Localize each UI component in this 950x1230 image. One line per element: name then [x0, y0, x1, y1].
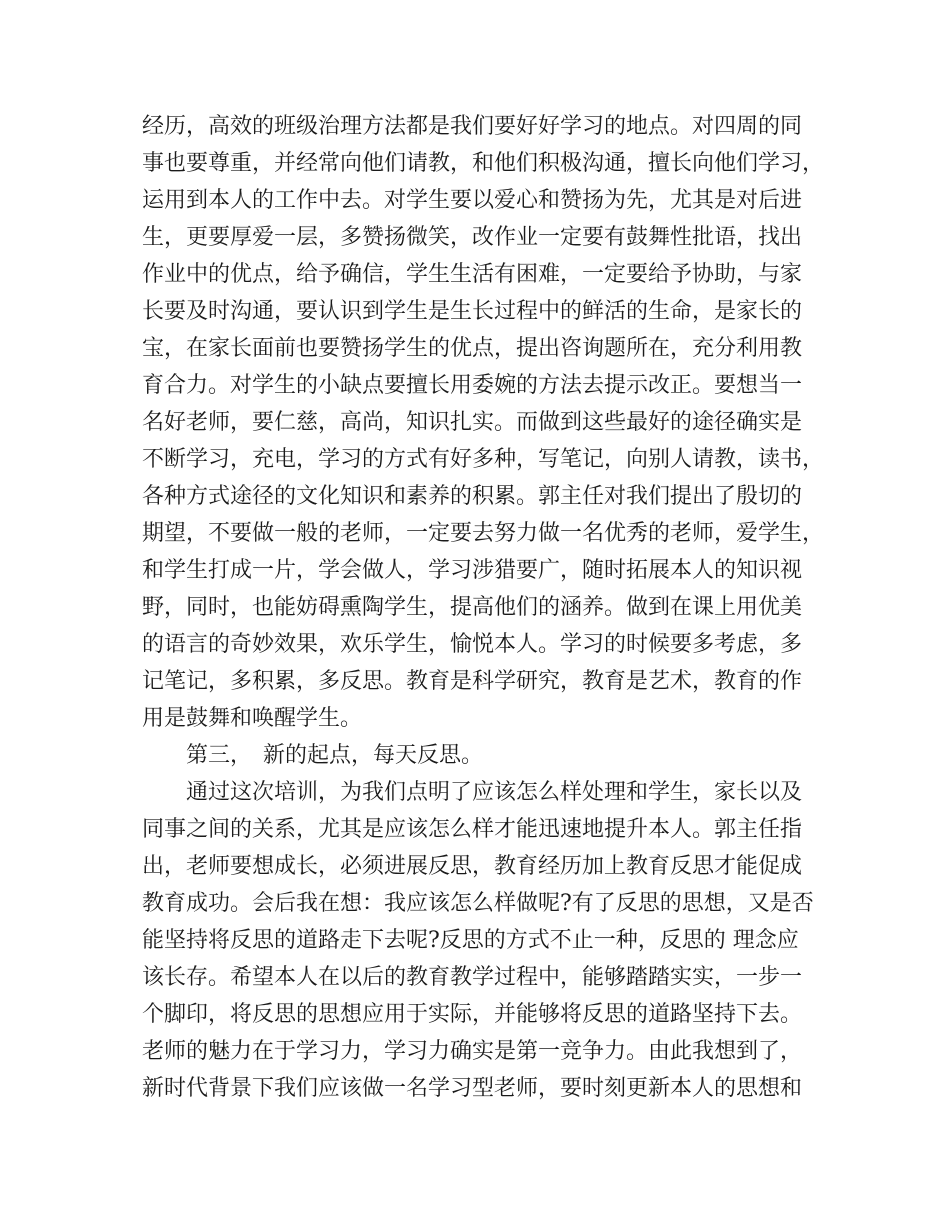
text-line: 经历，高效的班级治理方法都是我们要好好学习的地点。对四周的同 [142, 114, 803, 139]
text-line: 用是鼓舞和唤醒学生。 [142, 706, 363, 731]
text-line: 期望，不要做一般的老师，一定要去努力做一名优秀的老师，爱学生， [142, 521, 825, 546]
text-line: 各种方式途径的文化知识和素养的积累。郭主任对我们提出了殷切的 [142, 484, 803, 509]
text-line: 教育成功。会后我在想：我应该怎么样做呢?有了反思的思想，又是否 [142, 891, 814, 916]
document-body [142, 108, 825, 1107]
text-line: 个脚印，将反思的思想应用于实际，并能够将反思的道路坚持下去。 [142, 1002, 803, 1027]
text-line: 通过这次培训，为我们点明了应该怎么样处理和学生，家长以及 [186, 780, 803, 805]
text-line: 第三， 新的起点，每天反思。 [186, 743, 484, 768]
text-line: 的语言的奇妙效果，欢乐学生，愉悦本人。学习的时候要多考虑，多 [142, 632, 803, 657]
text-line: 作业中的优点，给予确信，学生生活有困难，一定要给予协助，与家 [142, 262, 803, 287]
text-line: 同事之间的关系，尤其是应该怎么样才能迅速地提升本人。郭主任指 [142, 817, 803, 842]
text-line: 出，老师要想成长，必须进展反思，教育经历加上教育反思才能促成 [142, 854, 803, 879]
text-line: 新时代背景下我们应该做一名学习型老师，要时刻更新本人的思想和 [142, 1076, 803, 1101]
text-line: 该长存。希望本人在以后的教育教学过程中，能够踏踏实实，一步一 [142, 965, 803, 990]
text-line: 运用到本人的工作中去。对学生要以爱心和赞扬为先，尤其是对后进 [142, 188, 803, 213]
text-line: 育合力。对学生的小缺点要擅长用委婉的方法去提示改正。要想当一 [142, 373, 803, 398]
text-line: 野，同时，也能妨碍熏陶学生，提高他们的涵养。做到在课上用优美 [142, 595, 803, 620]
text-line: 不断学习，充电，学习的方式有好多种，写笔记，向别人请教，读书， [142, 447, 825, 472]
text-line: 长要及时沟通，要认识到学生是生长过程中的鲜活的生命，是家长的 [142, 299, 803, 324]
text-line: 记笔记，多积累，多反思。教育是科学研究，教育是艺术，教育的作 [142, 669, 803, 694]
text-line: 能坚持将反思的道路走下去呢?反思的方式不止一种，反思的 理念应 [142, 928, 799, 953]
text-line: 生，更要厚爱一层，多赞扬微笑，改作业一定要有鼓舞性批语，找出 [142, 225, 803, 250]
text-line: 事也要尊重，并经常向他们请教，和他们积极沟通，擅长向他们学习， [142, 151, 825, 176]
text-line: 和学生打成一片，学会做人，学习涉猎要广，随时拓展本人的知识视 [142, 558, 803, 583]
text-line: 老师的魅力在于学习力，学习力确实是第一竞争力。由此我想到了， [142, 1039, 803, 1064]
text-line: 宝，在家长面前也要赞扬学生的优点，提出咨询题所在，充分利用教 [142, 336, 803, 361]
text-line: 名好老师，要仁慈，高尚，知识扎实。而做到这些最好的途径确实是 [142, 410, 803, 435]
